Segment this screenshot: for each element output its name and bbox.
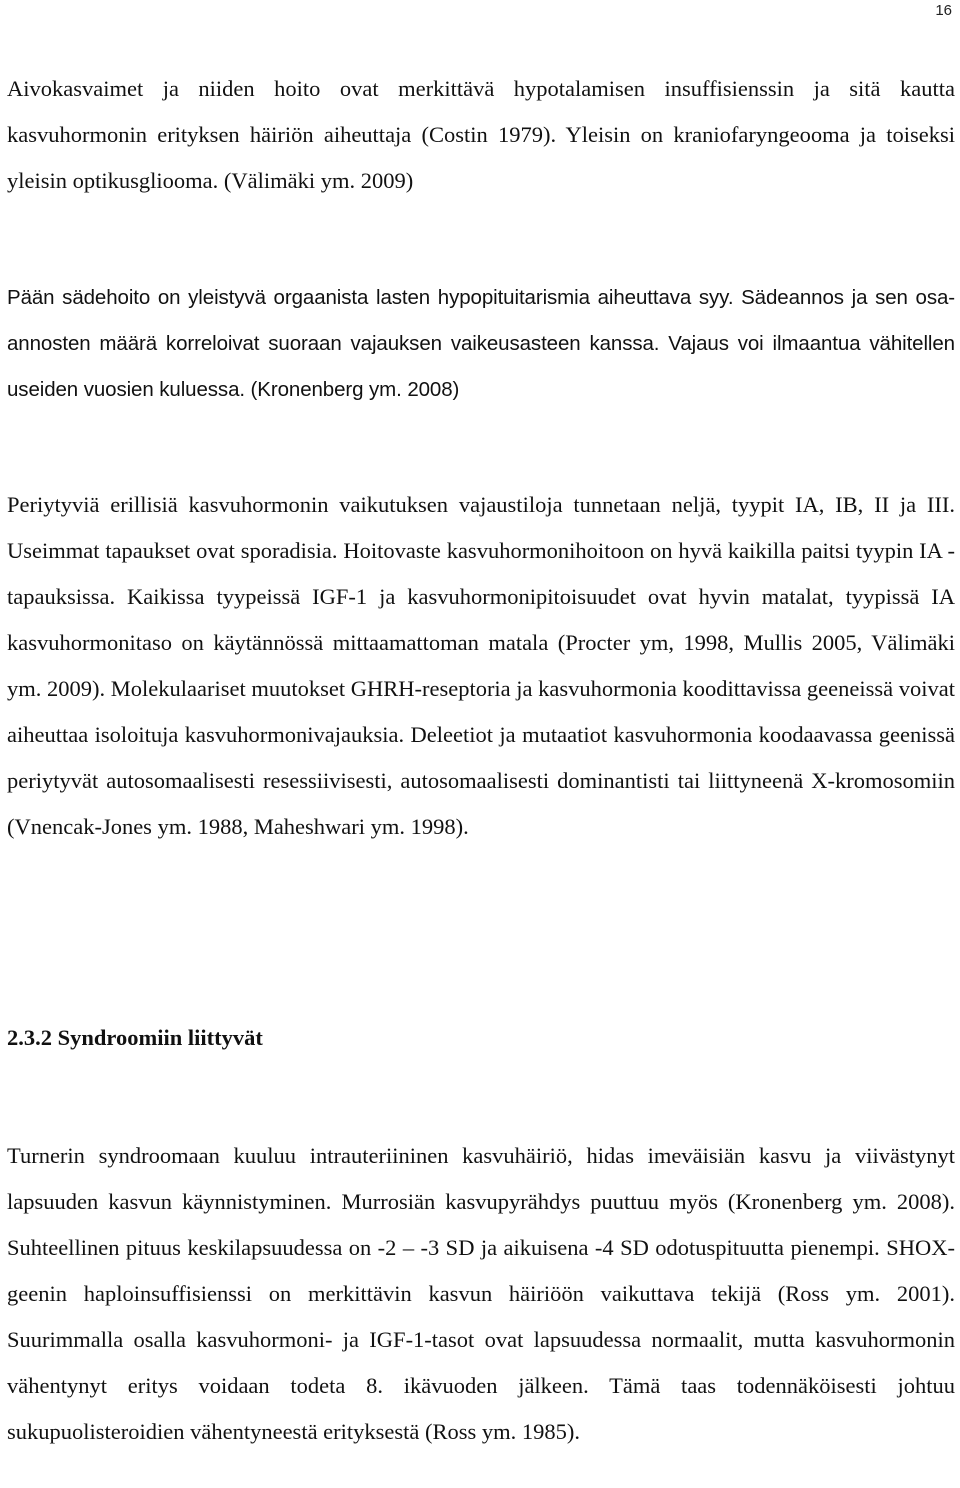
paragraph-turner-syndrome: Turnerin syndroomaan kuuluu intrauteriininen kasvuhäiriö, hidas imeväisiän kasvu ja viivästynyt lapsuuden kasvun käynnistyminen. Murrosiän kasvupyrähdys puuttuu myös (Kronenberg ym. 2008). Suhteellinen pituus keskilapsuudessa on -2 – -3 SD ja aikuisena -4 SD odotuspituutta pienempi. SHOX-geenin haploinsuffisienssi on merkittävin kasvun häiriöön vaikuttava tekijä (Ross ym. 2001). Suurimmalla osalla kasvuhormoni- ja IGF-1-tasot ovat lapsuudessa normaalit, mutta kasvuhormonin vähentynyt eritys voidaan todeta 8. ikävuoden jälkeen. Tämä taas todennäköisesti johtuu sukupuolisteroidien vähentyneestä erityksestä (Ross ym. 1985). xyxy=(7,1143,955,1444)
page-number: 16 xyxy=(935,2,952,19)
section-heading: 2.3.2 Syndroomiin liittyvät xyxy=(7,1025,263,1050)
paragraph-hereditary-deficiency: Periytyviä erillisiä kasvuhormonin vaikutuksen vajaustiloja tunnetaan neljä, tyypit IA, IB, II ja III. Useimmat tapaukset ovat sporadisia. Hoitovaste kasvuhormonihoitoon on hyvä kaikilla paitsi tyypin IA -tapauksissa. Kaikissa tyypeissä IGF-1 ja kasvuhormonipitoisuudet ovat hyvin matalat, tyypissä IA kasvuhormonitaso on käytännössä mittaamattoman matala (Procter ym, 1998, Mullis 2005, Välimäki ym. 2009). Molekulaariset muutokset GHRH-reseptoria ja kasvuhormonia koodittavissa geeneissä voivat aiheuttaa isoloituja kasvuhormonivajauksia. Deleetiot ja mutaatiot kasvuhormonia koodaavassa geenissä periytyvät autosomaalisesti resessiivisesti, autosomaalisesti dominantisti tai liittyneenä X-kromosomiin (Vnencak-Jones ym. 1988, Maheshwari ym. 1998). xyxy=(7,492,955,839)
paragraph-radiotherapy: Pään sädehoito on yleistyvä orgaanista lasten hypopituitarismia aiheuttava syy. Sädeannos ja sen osa-annosten määrä korreloivat suoraan vajauksen vaikeusasteen kanssa. Vajaus voi ilmaantua vähitellen useiden vuosien kuluessa. (Kronenberg ym. 2008) xyxy=(7,286,955,401)
paragraph-brain-tumors: Aivokasvaimet ja niiden hoito ovat merkittävä hypotalamisen insuffisienssin ja sitä kautta kasvuhormonin erityksen häiriön aiheuttaja (Costin 1979). Yleisin on kraniofaryngeooma ja toiseksi yleisin optikusgliooma. (Välimäki ym. 2009) xyxy=(7,76,955,193)
